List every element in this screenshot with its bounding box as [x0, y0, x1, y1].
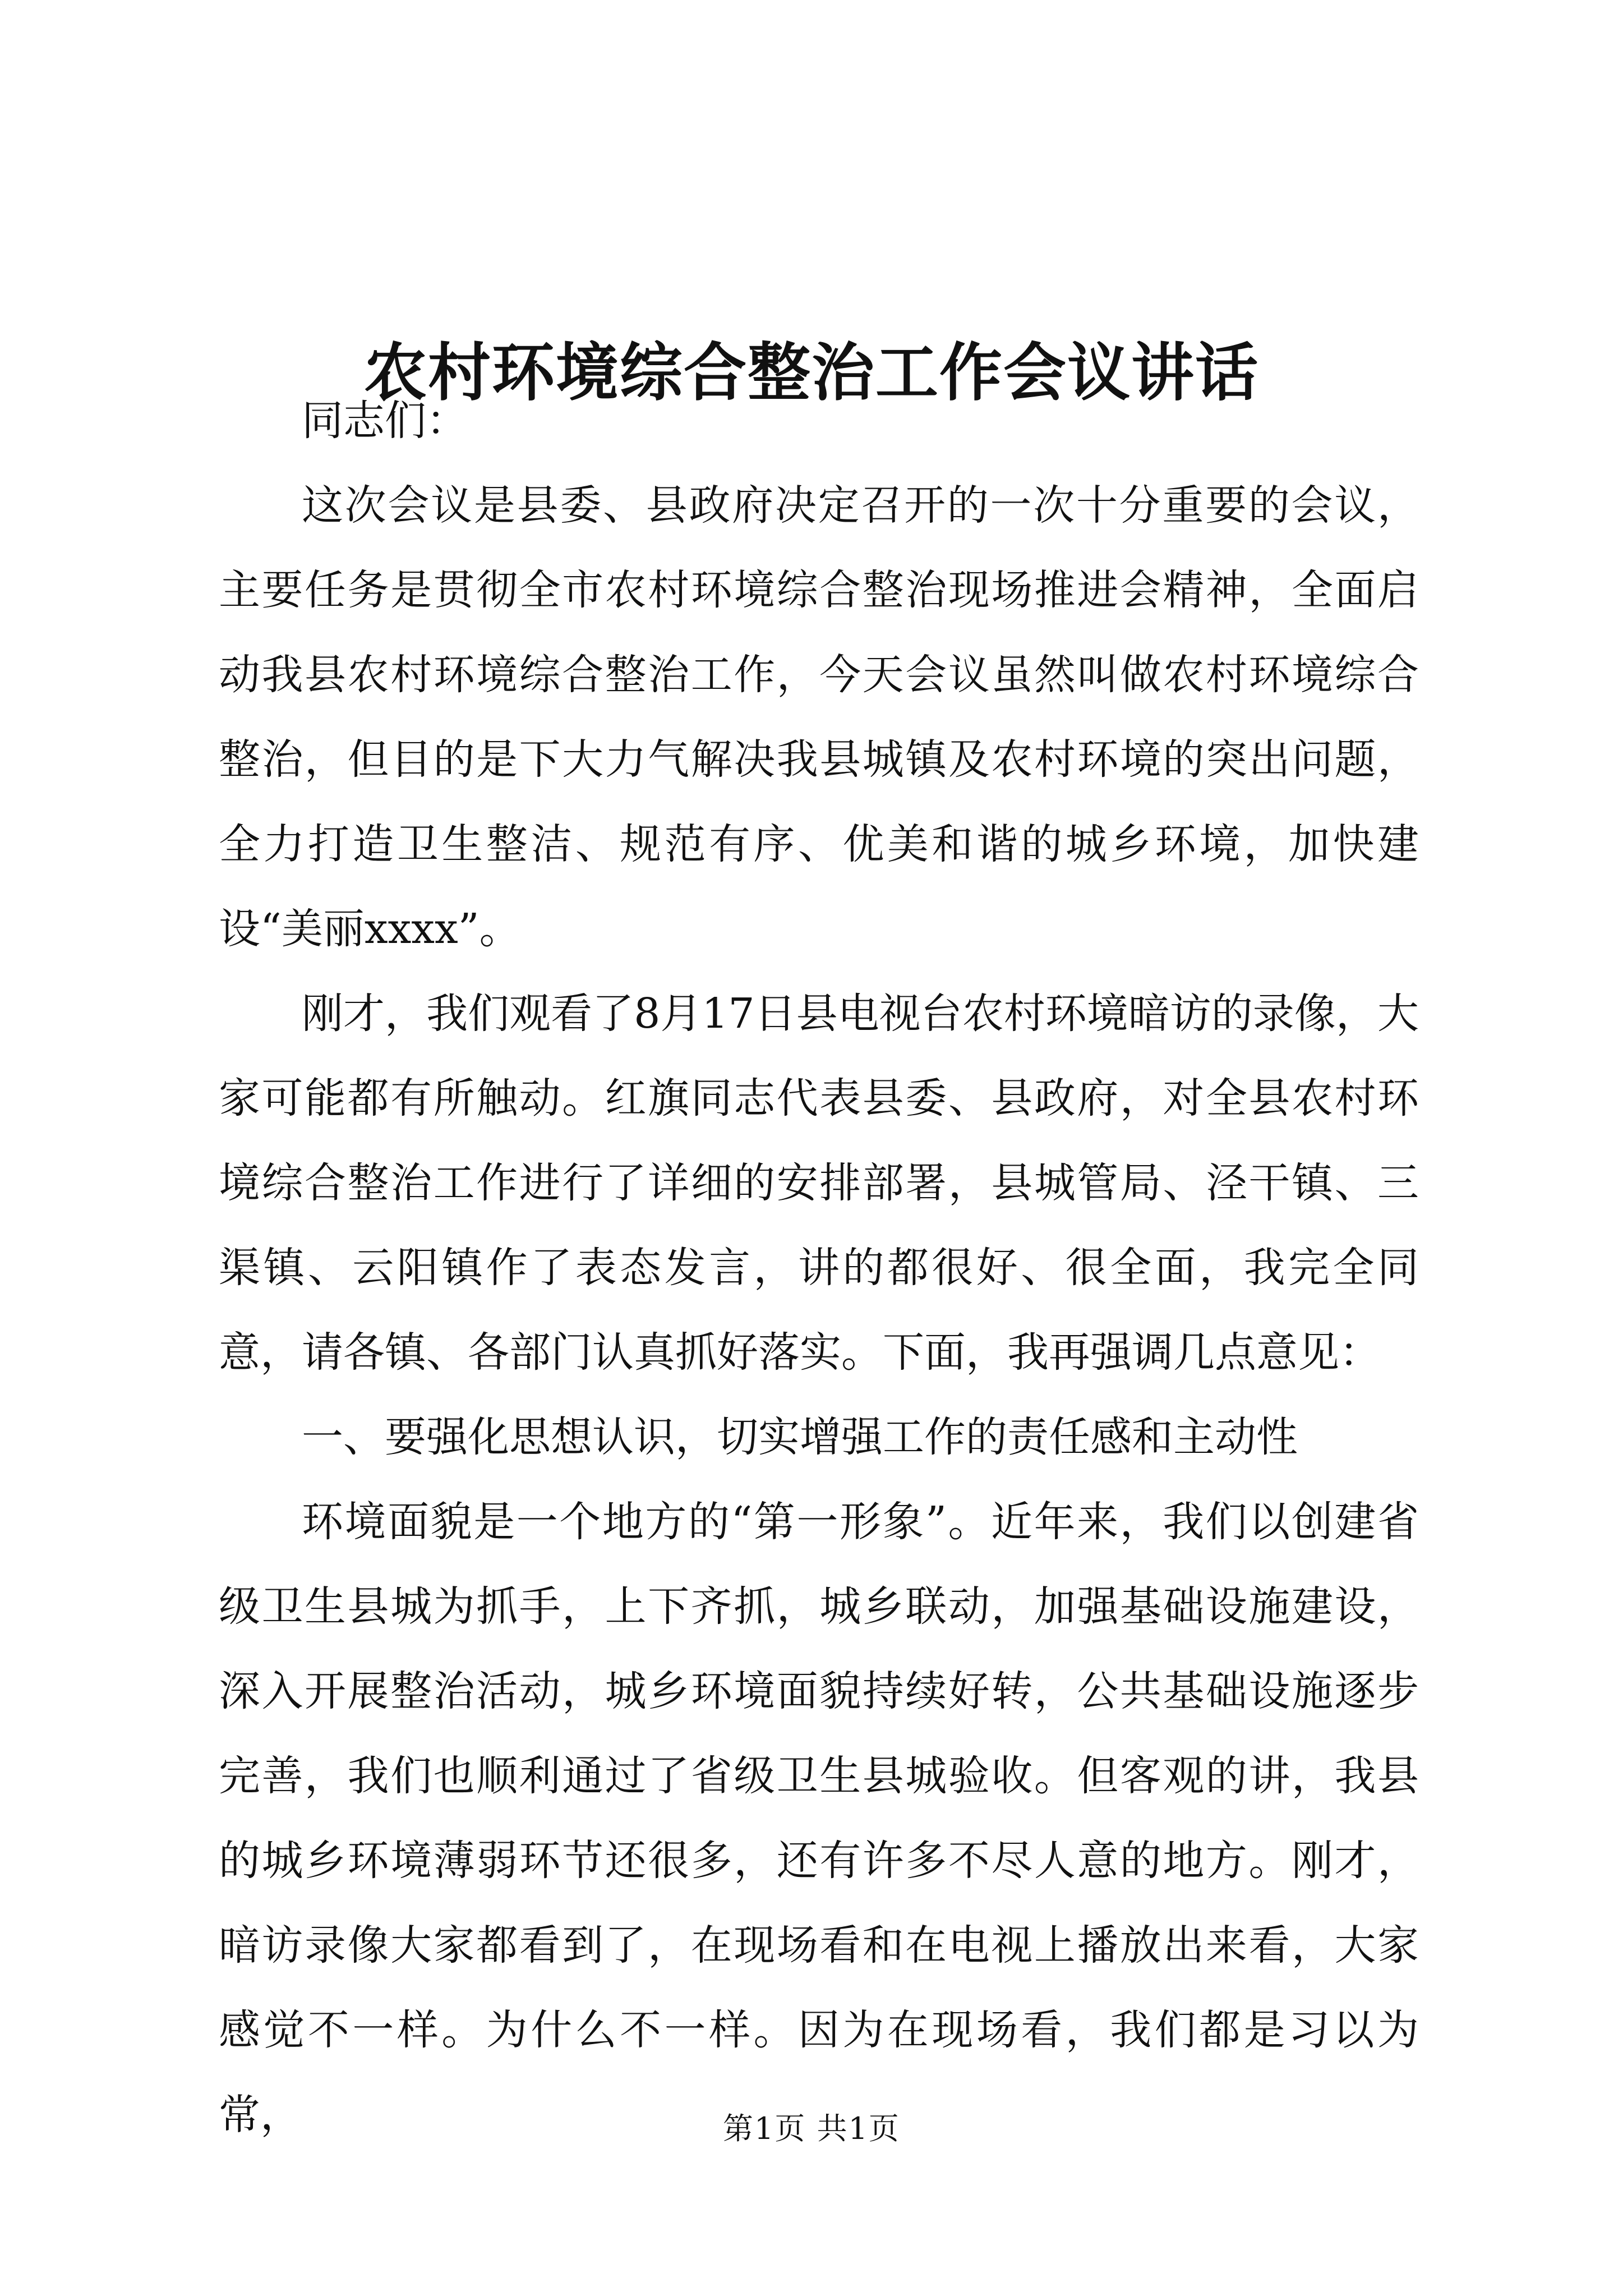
body-paragraph: 环境面貌是一个地方的“第一形象”。近年来，我们以创建省级卫生县城为抓手，上下齐抓，城乡联动，加强基础设施建设，深入开展整治活动，城乡环境面貌持续好转，公共基础设施逐步完善，我们也顺利通过了省级卫生县城验收。但客观的讲，我县的城乡环境薄弱环节还很多，还有许多不尽人意的地方。刚才，暗访录像大家都看到了，在现场看和在电视上播放出来看，大家感觉不一样。为什么不一样。因为在现场看，我们都是习以为常， [219, 1498, 1419, 2139]
salutation-paragraph: 同志们： [302, 397, 468, 445]
body-paragraph: 刚才，我们观看了8月17日县电视台农村环境暗访的录像，大家可能都有所触动。红旗同志代表县委、县政府，对全县农村环境综合整治工作进行了详细的安排部署，县城管局、泾干镇、三渠镇、云阳镇作了表态发言，讲的都很好、很全面，我完全同意，请各镇、各部门认真抓好落实。下面，我再强调几点意见： [219, 990, 1419, 1377]
document-title: 农村环境综合整治工作会议讲话 [364, 336, 1259, 410]
body-paragraph: 这次会议是县委、县政府决定召开的一次十分重要的会议，主要任务是贯彻全市农村环境综合整治现场推进会精神，全面启动我县农村环境综合整治工作，今天会议虽然叫做农村环境综合整治，但目的是下大力气解决我县城镇及农村环境的突出问题，全力打造卫生整洁、规范有序、优美和谐的城乡环境，加快建设“美丽xxxx”。 [219, 481, 1419, 953]
page-footer: 第1页 共1页 [723, 2111, 900, 2146]
section-heading: 一、要强化思想认识，切实增强工作的责任感和主动性 [302, 1413, 1298, 1461]
document-body [219, 379, 1419, 2157]
